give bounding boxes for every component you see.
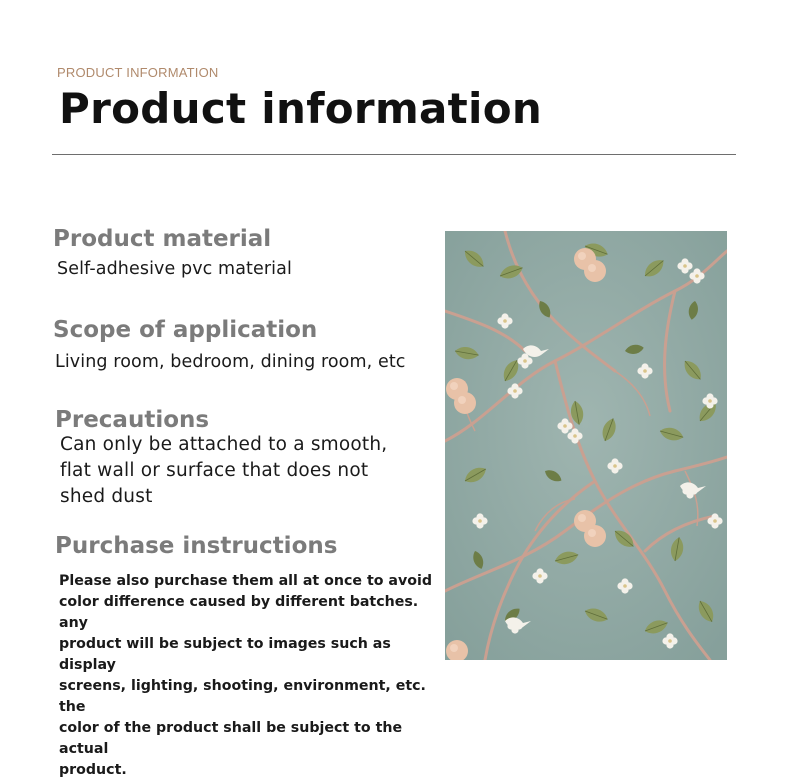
section-heading-precautions: Precautions bbox=[55, 407, 210, 433]
eyebrow-label: PRODUCT INFORMATION bbox=[57, 65, 219, 80]
material-text: Self-adhesive pvc material bbox=[57, 259, 292, 279]
wallpaper-sample-image bbox=[445, 231, 727, 660]
purchase-line: product will be subject to images such as display bbox=[59, 636, 391, 673]
section-heading-purchase: Purchase instructions bbox=[55, 533, 338, 559]
purchase-line: color difference caused by different batches. any bbox=[59, 594, 419, 631]
purchase-line: color of the product shall be subject to the actual bbox=[59, 720, 403, 757]
purchase-line: screens, lighting, shooting, environment, etc. the bbox=[59, 678, 426, 715]
section-heading-material: Product material bbox=[53, 226, 272, 252]
page-title: Product information bbox=[59, 84, 543, 133]
precautions-line: Can only be attached to a smooth, bbox=[60, 434, 388, 455]
precautions-line: flat wall or surface that does not bbox=[60, 460, 369, 481]
title-divider bbox=[52, 154, 736, 155]
purchase-text bbox=[59, 571, 449, 781]
purchase-line: product. bbox=[59, 762, 127, 778]
scope-text: Living room, bedroom, dining room, etc bbox=[55, 352, 406, 372]
section-heading-scope: Scope of application bbox=[53, 317, 318, 343]
precautions-text bbox=[60, 432, 387, 510]
precautions-line: shed dust bbox=[60, 486, 153, 507]
purchase-line: Please also purchase them all at once to avoid bbox=[59, 573, 433, 589]
